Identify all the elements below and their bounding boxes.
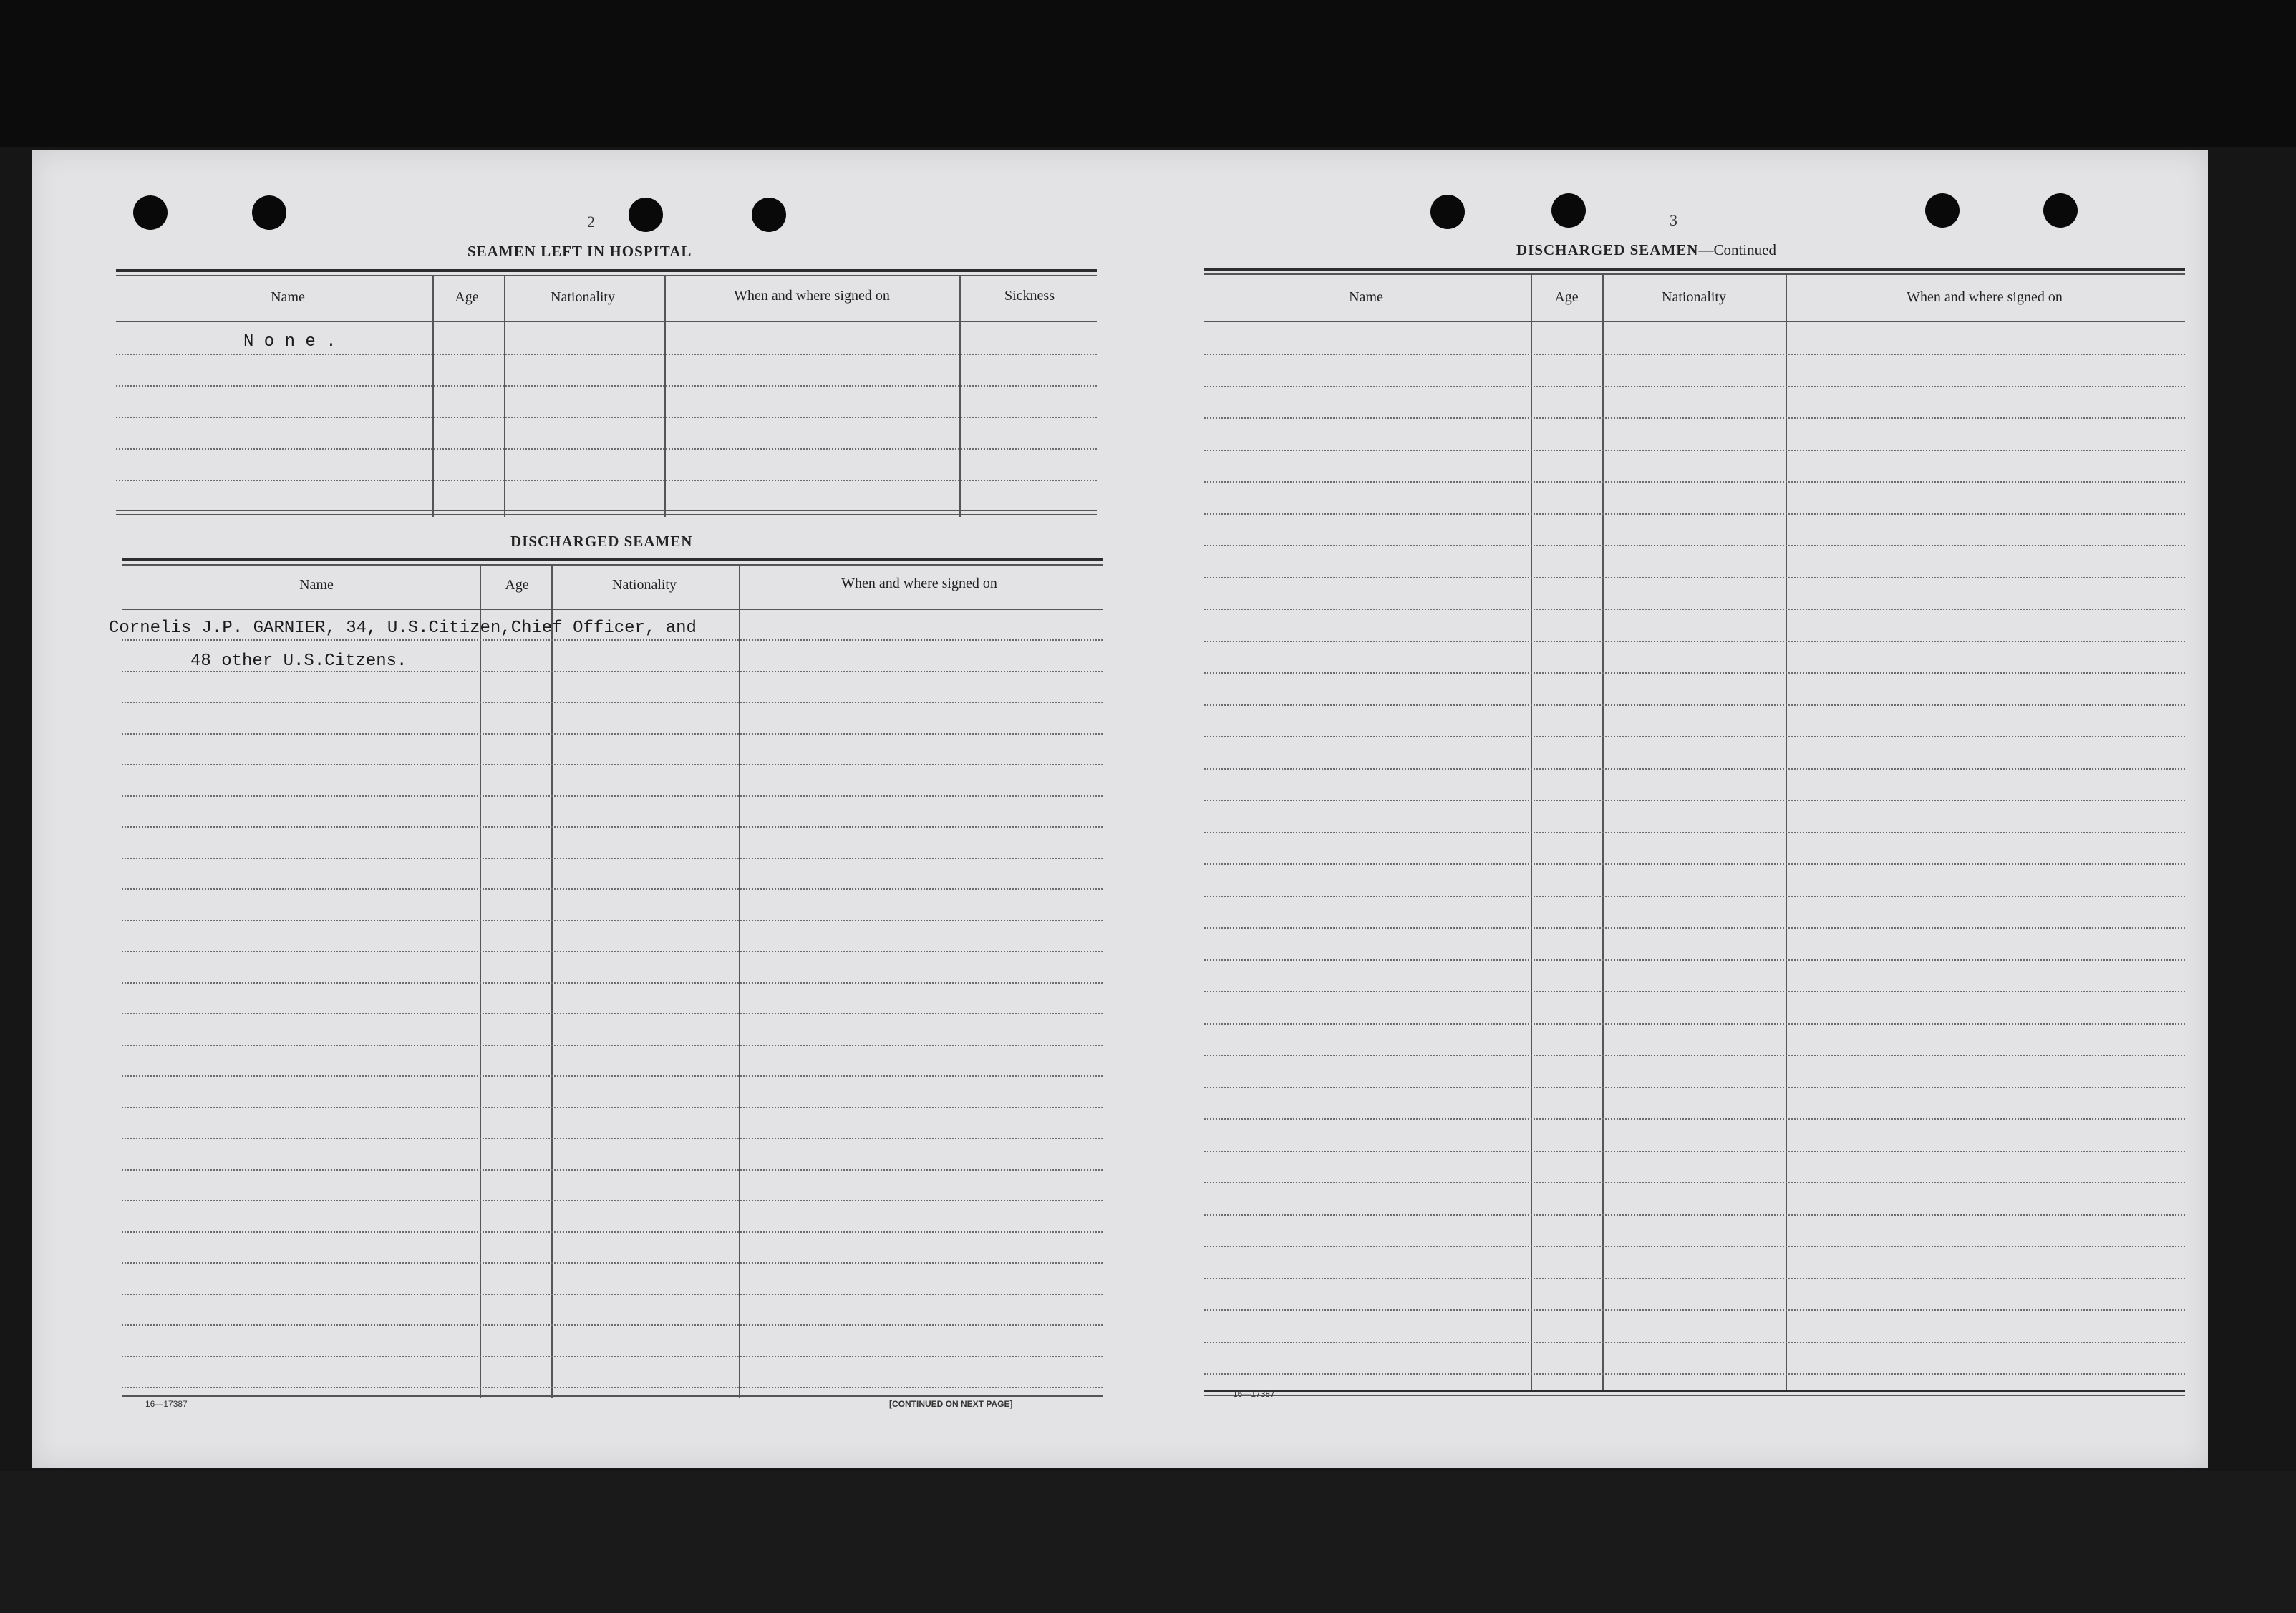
row-line <box>122 1262 1103 1264</box>
row-line <box>1204 1278 2185 1279</box>
row-line <box>1204 1182 2185 1183</box>
row-line <box>122 733 1103 735</box>
column-divider <box>1786 275 1787 1392</box>
table-rule <box>116 510 1097 511</box>
hospital-entry-text: N o n e . <box>243 332 336 352</box>
row-line <box>1204 927 2185 929</box>
table-rule <box>116 275 1097 276</box>
row-line <box>1204 386 2185 387</box>
table-rule <box>1204 1395 2185 1396</box>
column-header-name: Name <box>299 577 334 593</box>
table-rule <box>122 564 1103 566</box>
row-line <box>116 354 1097 355</box>
row-line <box>1204 800 2185 801</box>
row-line <box>116 448 1097 450</box>
row-line <box>122 1356 1103 1357</box>
header-underline <box>122 609 1103 610</box>
column-header-signed-on: When and where signed on <box>734 288 890 304</box>
row-line <box>1204 481 2185 483</box>
row-line <box>116 385 1097 387</box>
table-rule <box>1204 273 2185 275</box>
row-line <box>1204 959 2185 961</box>
punch-hole <box>629 198 663 232</box>
column-header-nationality: Nationality <box>1662 289 1726 305</box>
row-line <box>1204 450 2185 451</box>
document-sheet <box>32 150 2208 1468</box>
column-header-age: Age <box>455 289 479 305</box>
column-header-sickness: Sickness <box>1004 288 1055 304</box>
row-line <box>1204 641 2185 642</box>
row-line <box>1204 545 2185 546</box>
column-divider <box>1602 275 1604 1392</box>
row-line <box>1204 1246 2185 1247</box>
row-line <box>1204 1342 2185 1343</box>
right-section-title-main: DISCHARGED SEAMEN <box>1516 241 1699 258</box>
row-line <box>1204 1087 2185 1088</box>
column-header-age: Age <box>1554 289 1579 305</box>
column-header-nationality: Nationality <box>612 577 677 593</box>
column-divider <box>1531 275 1532 1392</box>
scan-background-bottom <box>0 1471 2296 1613</box>
row-line <box>116 480 1097 481</box>
row-line <box>122 1013 1103 1014</box>
row-line <box>1204 1118 2185 1120</box>
row-line <box>116 417 1097 418</box>
discharged-entry-line-2: 48 other U.S.Citzens. <box>190 652 407 671</box>
row-line <box>122 764 1103 765</box>
row-line <box>122 1294 1103 1295</box>
row-line <box>1204 1373 2185 1375</box>
row-line <box>1204 513 2185 515</box>
row-line <box>1204 1309 2185 1311</box>
column-header-signed-on: When and where signed on <box>841 576 997 591</box>
left-page-number: 2 <box>587 213 595 231</box>
row-line <box>1204 1023 2185 1025</box>
row-line <box>122 1075 1103 1077</box>
column-header-signed-on: When and where signed on <box>1907 289 2063 305</box>
left-form-number: 16—17387 <box>145 1399 188 1409</box>
row-line <box>122 1045 1103 1046</box>
punch-hole <box>1551 193 1586 228</box>
punch-hole <box>1925 193 1960 228</box>
right-section-title-suffix: —Continued <box>1698 241 1776 258</box>
row-line <box>1204 704 2185 706</box>
discharged-entry-line-1: Cornelis J.P. GARNIER, 34, U.S.Citizen,Chief Officer, and <box>109 619 697 638</box>
table-rule <box>122 558 1103 561</box>
row-line <box>1204 863 2185 865</box>
table-rule <box>1204 268 2185 271</box>
row-line <box>122 1387 1103 1388</box>
row-line <box>1204 736 2185 737</box>
continued-note: [CONTINUED ON NEXT PAGE] <box>889 1399 1013 1409</box>
row-line <box>122 951 1103 952</box>
scan-background-top <box>0 0 2296 147</box>
table-rule <box>122 1395 1103 1397</box>
row-line <box>1204 768 2185 770</box>
column-header-name: Name <box>1349 289 1383 305</box>
header-underline <box>1204 321 2185 322</box>
hospital-section-title: SEAMEN LEFT IN HOSPITAL <box>468 243 692 260</box>
row-line <box>122 888 1103 890</box>
punch-hole <box>2043 193 2078 228</box>
row-line <box>122 795 1103 797</box>
row-line <box>122 639 1103 641</box>
row-line <box>122 826 1103 828</box>
row-line <box>1204 991 2185 992</box>
punch-hole <box>752 198 786 232</box>
hospital-table <box>116 269 1097 513</box>
row-line <box>122 858 1103 859</box>
column-header-age: Age <box>505 577 529 593</box>
column-header-name: Name <box>271 289 305 305</box>
row-line <box>122 1231 1103 1233</box>
punch-hole <box>1430 195 1465 229</box>
discharged-table-left <box>122 558 1103 1418</box>
table-rule <box>116 269 1097 272</box>
row-line <box>122 1169 1103 1171</box>
right-section-title <box>1516 241 1776 259</box>
row-line <box>1204 896 2185 897</box>
punch-hole <box>252 195 286 230</box>
row-line <box>1204 1214 2185 1216</box>
row-line <box>122 920 1103 921</box>
row-line <box>1204 832 2185 833</box>
row-line <box>1204 417 2185 419</box>
row-line <box>122 1107 1103 1108</box>
column-header-nationality: Nationality <box>551 289 615 305</box>
row-line <box>1204 354 2185 355</box>
row-line <box>1204 672 2185 674</box>
row-line <box>122 1324 1103 1326</box>
table-rule <box>116 514 1097 515</box>
row-line <box>1204 1151 2185 1152</box>
discharged-section-title: DISCHARGED SEAMEN <box>510 533 693 550</box>
row-line <box>1204 1055 2185 1056</box>
table-rule <box>1204 1390 2185 1392</box>
right-page-number: 3 <box>1670 211 1677 229</box>
punch-hole <box>133 195 168 230</box>
row-line <box>122 1200 1103 1201</box>
row-line <box>122 982 1103 984</box>
discharged-table-right <box>1204 268 2185 1413</box>
right-form-number: 16—17387 <box>1233 1389 1275 1399</box>
row-line <box>1204 609 2185 610</box>
row-line <box>122 1138 1103 1139</box>
row-line <box>1204 577 2185 578</box>
row-line <box>122 702 1103 703</box>
header-underline <box>116 321 1097 322</box>
